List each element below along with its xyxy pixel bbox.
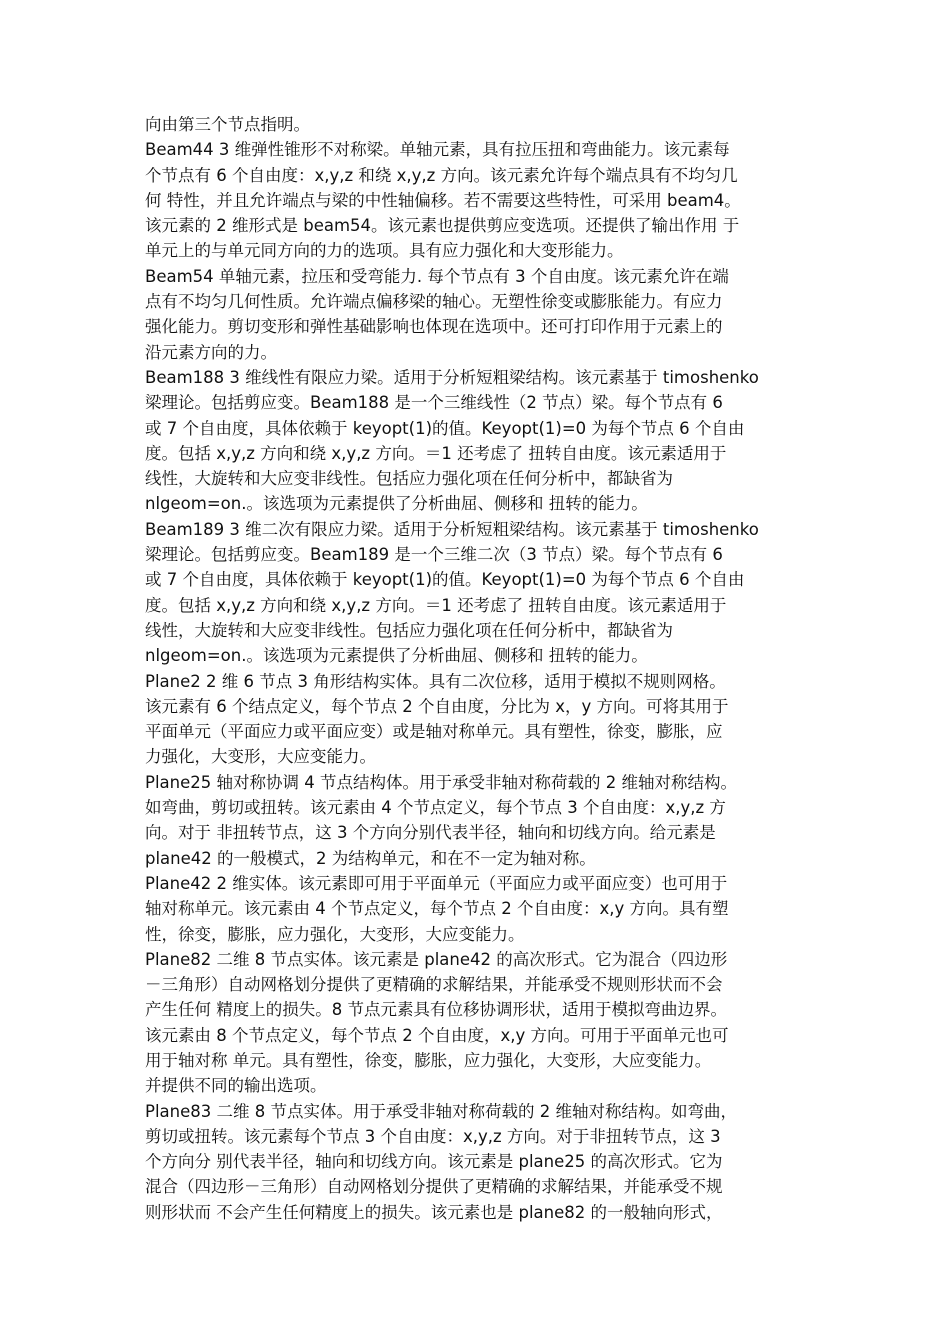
text-line: Plane2 2 维 6 节点 3 角形结构实体。具有二次位移，适用于模拟不规则网格。 [145, 671, 726, 691]
text-line: 产生任何 精度上的损失。8 节点元素具有位移协调形状，适用于模拟弯曲边界。 [145, 1000, 727, 1020]
text-line: 个方向分 别代表半径，轴向和切线方向。该元素是 plane25 的高次形式。它为 [145, 1152, 723, 1172]
text-line: plane42 的一般模式，2 为结构单元，和在不一定为轴对称。 [145, 848, 596, 868]
text-line: Beam189 3 维二次有限应力梁。适用于分析短粗梁结构。该元素基于 timoshenko [145, 519, 759, 539]
text-line: 并提供不同的输出选项。 [145, 1076, 327, 1096]
text-line: 该元素有 6 个结点定义，每个节点 2 个自由度，分比为 x，y 方向。可将其用于 [145, 696, 729, 716]
text-line: 剪切或扭转。该元素每个节点 3 个自由度：x,y,z 方向。对于非扭转节点，这 3 [145, 1126, 721, 1146]
text-line: 或 7 个自由度，具体依赖于 keyopt(1)的值。Keyopt(1)=0 为每个节点 6 个自由 [145, 418, 745, 438]
text-line: 该元素的 2 维形式是 beam54。该元素也提供剪应变选项。还提供了输出作用 于 [145, 216, 740, 236]
text-line: nlgeom=on.。该选项为元素提供了分析曲屈、侧移和 扭转的能力。 [145, 494, 648, 514]
text-line: Beam54 单轴元素，拉压和受弯能力. 每个节点有 3 个自由度。该元素允许在端 [145, 266, 729, 286]
text-line: 线性，大旋转和大应变非线性。包括应力强化项在任何分析中，都缺省为 [145, 469, 673, 489]
text-line: Plane42 2 维实体。该元素即可用于平面单元（平面应力或平面应变）也可用于 [145, 873, 728, 893]
text-line: 力强化，大变形，大应变能力。 [145, 747, 376, 767]
text-line: 度。包括 x,y,z 方向和绕 x,y,z 方向。＝1 还考虑了 扭转自由度。该元素适用于 [145, 595, 727, 615]
text-line: 度。包括 x,y,z 方向和绕 x,y,z 方向。＝1 还考虑了 扭转自由度。该元素适用于 [145, 443, 727, 463]
text-line: 向。对于 非扭转节点，这 3 个方向分别代表半径，轴向和切线方向。给元素是 [145, 823, 716, 843]
text-line: 轴对称单元。该元素由 4 个节点定义，每个节点 2 个自由度：x,y 方向。具有塑 [145, 899, 729, 919]
text-line: 如弯曲，剪切或扭转。该元素由 4 个节点定义，每个节点 3 个自由度：x,y,z 方 [145, 798, 726, 818]
text-line: 点有不均匀几何性质。允许端点偏移梁的轴心。无塑性徐变或膨胀能力。有应力 [145, 292, 723, 312]
text-line: 则形状而 不会产生任何精度上的损失。该元素也是 plane82 的一般轴向形式， [145, 1202, 723, 1222]
text-line: 梁理论。包括剪应变。Beam188 是一个三维线性（2 节点）梁。每个节点有 6 [145, 393, 723, 413]
text-line: Plane25 轴对称协调 4 节点结构体。用于承受非轴对称荷载的 2 维轴对称结构。 [145, 772, 737, 792]
text-line: 或 7 个自由度，具体依赖于 keyopt(1)的值。Keyopt(1)=0 为每个节点 6 个自由 [145, 570, 745, 590]
text-line: Plane83 二维 8 节点实体。用于承受非轴对称荷载的 2 维轴对称结构。如弯曲， [145, 1101, 737, 1121]
text-line: Beam44 3 维弹性锥形不对称梁。单轴元素，具有拉压扭和弯曲能力。该元素每 [145, 140, 730, 160]
text-line: Beam188 3 维线性有限应力梁。适用于分析短粗梁结构。该元素基于 timoshenko [145, 367, 759, 387]
text-line: 何 特性，并且允许端点与梁的中性轴偏移。若不需要这些特性，可采用 beam4。 [145, 190, 741, 210]
text-line: 沿元素方向的力。 [145, 342, 277, 362]
text-line: 强化能力。剪切变形和弹性基础影响也体现在选项中。还可打印作用于元素上的 [145, 317, 723, 337]
text-line: 性，徐变，膨胀，应力强化，大变形，大应变能力。 [145, 924, 525, 944]
text-line: 平面单元（平面应力或平面应变）或是轴对称单元。具有塑性，徐变，膨胀，应 [145, 722, 723, 742]
text-line: 线性，大旋转和大应变非线性。包括应力强化项在任何分析中，都缺省为 [145, 620, 673, 640]
text-line: nlgeom=on.。该选项为元素提供了分析曲屈、侧移和 扭转的能力。 [145, 646, 648, 666]
text-line: 梁理论。包括剪应变。Beam189 是一个三维二次（3 节点）梁。每个节点有 6 [145, 545, 723, 565]
text-line: 单元上的与单元同方向的力的选项。具有应力强化和大变形能力。 [145, 241, 624, 261]
text-line: 该元素由 8 个节点定义，每个节点 2 个自由度，x,y 方向。可用于平面单元也可 [145, 1025, 729, 1045]
text-line: 向由第三个节点指明。 [145, 115, 310, 134]
text-line: 混合（四边形－三角形）自动网格划分提供了更精确的求解结果，并能承受不规 [145, 1177, 723, 1197]
text-line: －三角形）自动网格划分提供了更精确的求解结果，并能承受不规则形状而不会 [145, 975, 723, 995]
text-line: 个节点有 6 个自由度：x,y,z 和绕 x,y,z 方向。该元素允许每个端点具有不均匀几 [145, 165, 738, 185]
document-body [145, 112, 807, 1225]
text-line: Plane82 二维 8 节点实体。该元素是 plane42 的高次形式。它为混合（四边形 [145, 949, 728, 969]
text-line: 用于轴对称 单元。具有塑性，徐变，膨胀，应力强化，大变形，大应变能力。 [145, 1050, 712, 1070]
